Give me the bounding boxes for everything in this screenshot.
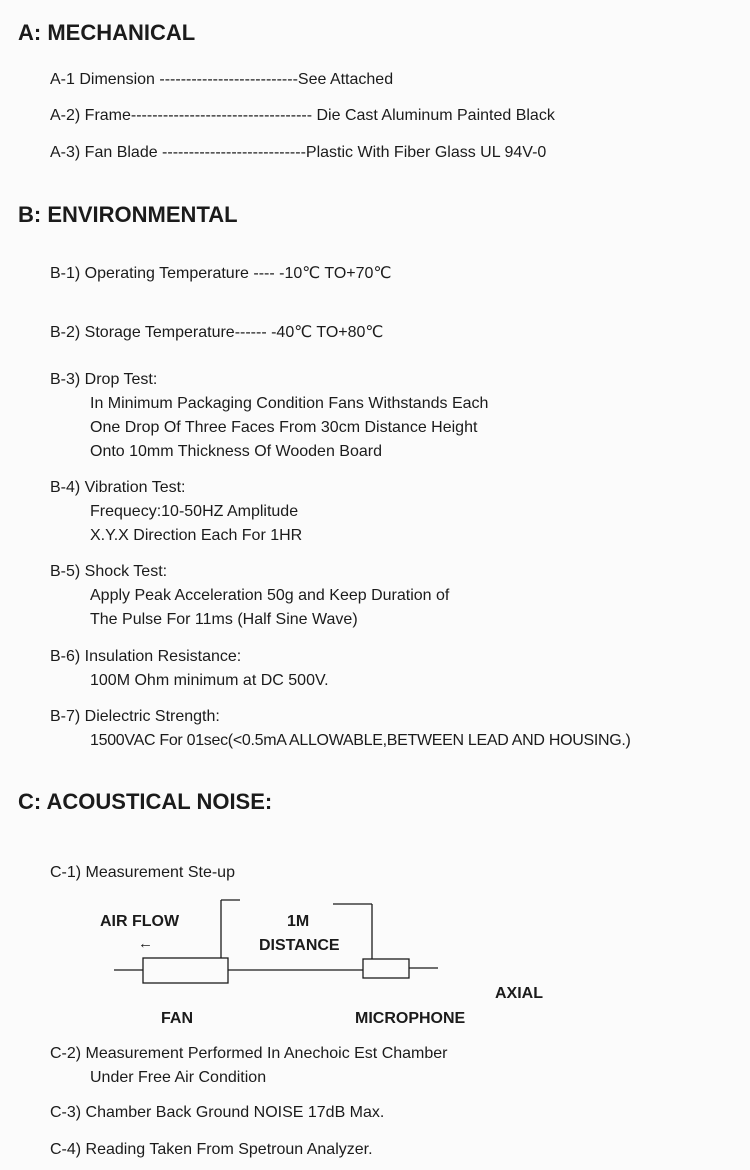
distance-value-label: 1M [287,913,310,930]
c2-line: Under Free Air Condition [90,1069,267,1086]
air-flow-arrow-icon: ← [138,935,153,952]
b4-line: Frequecy:10-50HZ Amplitude [90,503,299,520]
b3-drop-test-title: B-3) Drop Test: [50,371,158,388]
b5-shock-test-title: B-5) Shock Test: [50,563,168,580]
section-a-heading: A: MECHANICAL [18,20,196,45]
microphone-label: MICROPHONE [355,1010,466,1027]
b1-operating-temperature: B-1) Operating Temperature ---- -10℃ TO+70℃ [50,265,392,282]
section-b-heading: B: ENVIRONMENTAL [18,202,238,227]
microphone-shape [363,959,409,978]
b5-line: Apply Peak Acceleration 50g and Keep Duration of [90,587,450,604]
b3-line: Onto 10mm Thickness Of Wooden Board [90,443,382,460]
b4-line: X.Y.X Direction Each For 1HR [90,527,303,544]
a1-dimension: A-1 Dimension --------------------------See Attached [50,71,394,88]
b2-storage-temperature: B-2) Storage Temperature------ -40℃ TO+80℃ [50,324,384,341]
section-c-heading: C: ACOUSTICAL NOISE: [18,789,273,814]
a3-fan-blade: A-3) Fan Blade ---------------------------Plastic With Fiber Glass UL 94V-0 [50,144,547,161]
air-flow-label: AIR FLOW [100,913,180,930]
c2-measurement-performed: C-2) Measurement Performed In Anechoic Est Chamber [50,1045,448,1062]
b7-line: 1500VAC For 01sec(<0.5mA ALLOWABLE,BETWEEN LEAD AND HOUSING.) [90,732,631,749]
b7-dielectric-strength-title: B-7) Dielectric Strength: [50,708,220,725]
b5-line: The Pulse For 11ms (Half Sine Wave) [90,611,358,628]
b3-line: In Minimum Packaging Condition Fans Withstands Each [90,395,489,412]
a2-frame: A-2) Frame---------------------------------- Die Cast Aluminum Painted Black [50,107,555,124]
fan-shape [143,958,228,983]
distance-label: DISTANCE [259,937,340,954]
b6-insulation-resistance-title: B-6) Insulation Resistance: [50,648,242,665]
c1-measurement-setup: C-1) Measurement Ste-up [50,864,235,881]
fan-label: FAN [161,1010,193,1027]
c4-reading-taken: C-4) Reading Taken From Spetroun Analyzer. [50,1141,373,1158]
b6-line: 100M Ohm minimum at DC 500V. [90,672,329,689]
b4-vibration-test-title: B-4) Vibration Test: [50,479,186,496]
c3-background-noise: C-3) Chamber Back Ground NOISE 17dB Max. [50,1104,385,1121]
axial-label: AXIAL [495,985,543,1002]
b3-line: One Drop Of Three Faces From 30cm Distance Height [90,419,478,436]
